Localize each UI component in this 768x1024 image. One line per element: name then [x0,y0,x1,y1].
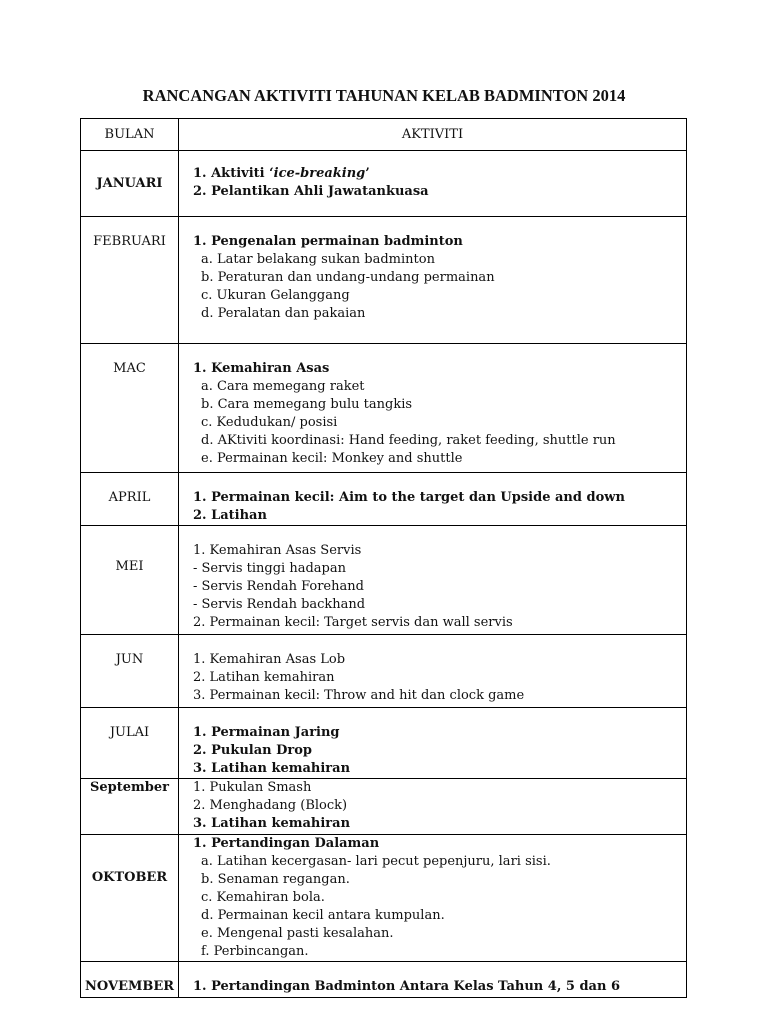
activity-line: c. Ukuran Gelanggang [201,288,350,303]
activity-line: b. Cara memegang bulu tangkis [201,397,413,412]
activity-line: a. Cara memegang raket [201,379,365,394]
activity-line: c. Kemahiran bola. [201,890,325,905]
activity-line: 1. Pukulan Smash [193,780,312,795]
activity-line: 1. Pengenalan permainan badminton [193,234,463,249]
activity-line: 3. Latihan kemahiran [193,816,351,831]
activity-line: 1. Kemahiran Asas Servis [193,543,362,558]
month-cell [81,779,179,835]
table-row [81,344,687,473]
table-row [81,151,687,217]
table-row [81,708,687,779]
activity-line: b. Senaman regangan. [201,872,350,887]
month-label: NOVEMBER [85,979,175,994]
activity-cell [179,473,687,526]
month-label: APRIL [108,490,151,505]
header-activity: AKTIVITI [179,119,687,151]
activity-line: 3. Latihan kemahiran [193,761,351,776]
activity-line: 3. Permainan kecil: Throw and hit dan clock game [193,688,525,703]
activity-line: d. Permainan kecil antara kumpulan. [201,908,445,923]
activity-line: f. Perbincangan. [201,944,309,959]
activity-line: 1. Kemahiran Asas [193,361,330,376]
month-label: September [90,780,169,795]
month-label: MAC [113,361,146,376]
activity-cell [179,344,687,473]
activity-cell [179,217,687,344]
table-row [81,635,687,708]
activity-emphasis: ice-breaking [273,166,366,181]
activity-cell [179,835,687,962]
month-label: JULAI [109,725,150,740]
table-row [81,473,687,526]
month-label: MEI [115,559,144,574]
activity-line: 1. Permainan Jaring [193,725,340,740]
document-title: RANCANGAN AKTIVITI TAHUNAN KELAB BADMINTON 2014 [142,86,626,105]
activity-line: 2. Latihan kemahiran [193,670,335,685]
month-label: JANUARI [96,175,163,191]
month-cell [81,835,179,962]
activity-cell [179,635,687,708]
month-cell [81,708,179,779]
activity-line: e. Permainan kecil: Monkey and shuttle [201,451,463,466]
table-row [81,526,687,635]
activity-cell [179,779,687,835]
activity-plan-table [80,118,687,998]
activity-line: 1. Pertandingan Dalaman [193,836,380,851]
activity-line: 1. Kemahiran Asas Lob [193,652,346,667]
activity-cell [179,962,687,998]
month-cell [81,344,179,473]
table-header-row [81,119,687,151]
month-label: JUN [115,652,144,667]
month-cell [81,962,179,998]
activity-line: 2. Pukulan Drop [193,743,313,758]
month-label: OKTOBER [91,870,168,885]
table-row [81,835,687,962]
activity-line: 2. Menghadang (Block) [193,798,348,813]
month-cell [81,473,179,526]
month-cell [81,526,179,635]
activity-line: e. Mengenal pasti kesalahan. [201,926,394,941]
activity-line: 2. Pelantikan Ahli Jawatankuasa [193,184,429,199]
month-cell [81,217,179,344]
month-label: FEBRUARI [93,234,166,249]
activity-line: - Servis Rendah backhand [193,597,366,612]
header-month: BULAN [81,119,179,151]
activity-line: 1. Pertandingan Badminton Antara Kelas Tahun 4, 5 dan 6 [193,979,620,994]
activity-line: 1. Permainan kecil: Aim to the target dan Upside and down [193,490,625,505]
activity-line: c. Kedudukan/ posisi [201,415,338,430]
activity-cell [179,526,687,635]
activity-line: 2. Permainan kecil: Target servis dan wall servis [193,615,513,630]
activity-text: ’ [365,166,370,181]
month-cell [81,151,179,217]
activity-line [183,165,682,183]
activity-line: a. Latar belakang sukan badminton [201,252,435,267]
month-cell [81,635,179,708]
activity-line: - Servis Rendah Forehand [193,579,364,594]
table-row [81,217,687,344]
activity-cell [179,708,687,779]
activity-line: - Servis tinggi hadapan [193,561,346,576]
activity-line: b. Peraturan dan undang-undang permainan [201,270,495,285]
activity-text: 1. Aktiviti ‘ [193,166,274,181]
activity-cell [179,151,687,217]
table-row [81,779,687,835]
activity-line: 2. Latihan [193,508,267,523]
activity-line: d. Peralatan dan pakaian [201,306,366,321]
activity-line: a. Latihan kecergasan- lari pecut pepenjuru, lari sisi. [201,854,551,869]
table-row [81,962,687,998]
activity-line: d. AKtiviti koordinasi: Hand feeding, raket feeding, shuttle run [201,433,616,448]
